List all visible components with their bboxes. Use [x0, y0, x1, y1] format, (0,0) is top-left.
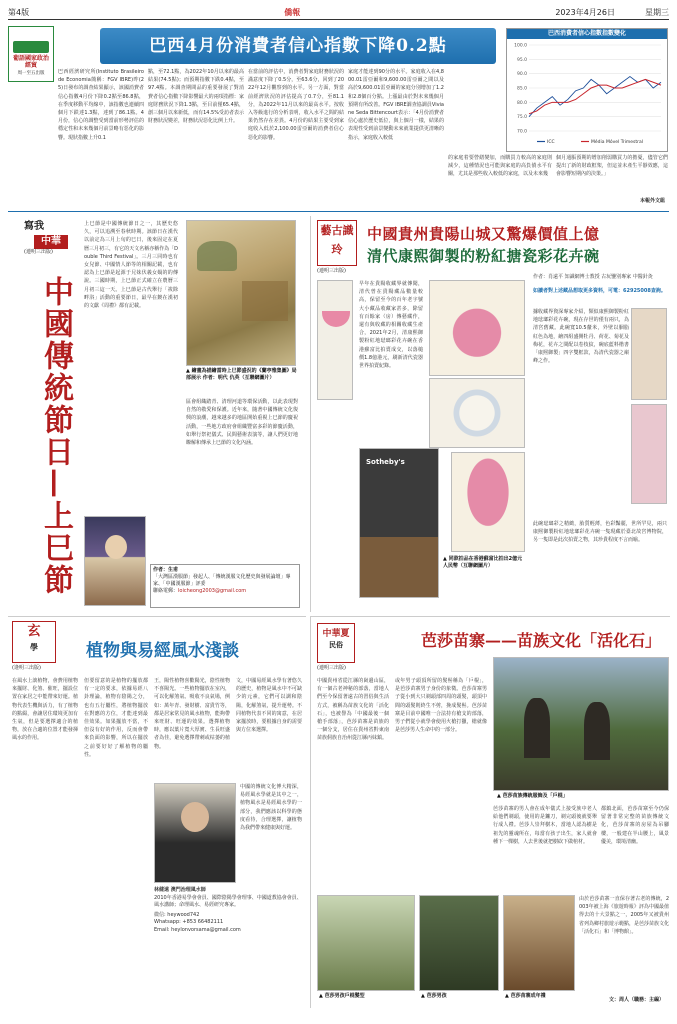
logo-bottom: 中華: [34, 235, 68, 250]
y-tick-label: 80.0: [516, 100, 527, 106]
legend-label: ICC: [547, 140, 555, 145]
bowl-shape: [322, 311, 350, 327]
article-col-1: 上巳節是中國傳統節日之一，其歷史悠久，可以追溯至春秋時期。該節日在漢代以前定為三月上旬的巳日，後來固定在夏曆三月初三，有它的天文名稱亦稱作為「Double Third Festival」。三月三同時也有女兒節、中國情人節等的相關記載，也有認為上巳節是起源于兄妹伏羲女媧的的傳說。三國時期，上巳節正式確立在農曆三月初三這一天。上巳節是古代舉行「祓除畔浴」活動的重要節日，最早在鍍在漢初的文獻《周禮》都有記載。: [84, 221, 178, 310]
paper-name: 僑報: [284, 6, 301, 17]
author-label: 作者：: [153, 567, 169, 573]
article-col-4: 文，中國易經風水學有著悠久的歷史，植物是風水中不可缺少的元素，它們可以調和陰陽，化解煞氣，提升運勢。不同植物代表不同的寓意，在居家擺放時，要根據自身的需要與方位來選擇。: [236, 678, 302, 734]
bowl-front-image: [451, 452, 525, 552]
globe-icon: [13, 41, 49, 53]
bowl-top-image: [429, 280, 525, 376]
logo-top: 寫我: [24, 221, 44, 232]
title-line-1: 中國貴州貴陽山城又驚爆價值上億: [367, 225, 600, 243]
section-logo-huaxia: [317, 623, 355, 663]
section-logo-xuanxue: [12, 621, 56, 663]
article-basha: [310, 616, 670, 1008]
article-col-5: 中國的傳統文化博大精深，易經風水學就是其中之一，植物風水是易經風水學的一部分，我們應該以科學的態度看待，合理選擇，讓植物為我們帶來健康與好運。: [240, 784, 302, 832]
person-shape-2: [584, 702, 610, 760]
author-box: [150, 564, 300, 608]
issue-date: 2023年4月26日: [555, 7, 615, 17]
section-logo-yigu: [317, 220, 357, 266]
face-shape: [181, 802, 209, 832]
article-col-3: 芭莎苗寨的男人會在成年儀式上接受族中老人給他們剃頭，使用的是鐮刀，剃完頭後就要舉行成人禮。芭莎人崇拜樹木，當地人認為樹是祖先的靈魂所在，每當有孩子出生，家人就會種下一棵樹，人去世後就把樹砍下做棺材。: [493, 806, 597, 845]
photo-caption-3: ▲ 芭莎男孩: [421, 993, 447, 999]
person-shape-1: [524, 698, 550, 758]
photo-caption-2: ▲ 芭莎男孩戶棍髮型: [319, 993, 365, 999]
article-col-1: 在風水上談植物，會費用植物來擺財、化煞、催旺，擺設位置在家居之中能帶來好運。植物代表生機與活力，有了植物的點綴，會讓居住環境更加有生氣，但是要選擇適合的植物，放在合適的位置才能發揮風水的作用。: [12, 678, 78, 742]
article-col-4: 都鎮北面，芭莎苗寨至今仍保留著非常完整的苗族傳統文化，芭莎苗寨的房屋為吊腳樓，一般建在半山腰上，風景優美，環境清幽。: [601, 806, 669, 845]
basha-photo-3: [419, 895, 499, 991]
auction-brand: Sotheby's: [366, 458, 405, 466]
author-photo: [154, 783, 236, 883]
author-line: 作者：肖遠平 知識網博士教授 古玩鑒別專家 中醫針灸: [533, 274, 653, 280]
y-tick-label: 100.0: [514, 43, 527, 49]
y-tick-label: 90.0: [516, 72, 527, 78]
issue-weekday: 星期三: [644, 7, 669, 17]
chart-title: 巴西消費者信心指數指數變化: [507, 29, 667, 39]
bowl-side-image: [317, 280, 353, 400]
logo-sub: (連明三出版): [317, 268, 346, 274]
vertical-title: 中國傳統節日—上巳節: [38, 276, 73, 596]
painting-caption: ▲ 繪畫為描繪當時上巳節盛況的《蘭亭雅集圖》局部展示 作者：明代 仇英（互聯網圖片）: [186, 368, 297, 381]
article-col-1: 中國貴州省從江縣的崗邊山區，有一個古老神秘的部落，當地人們至今保留著遠古的習俗與生活方式，被稱為苗族文化的「活化石」，也被譽為「中國最後一個槍手部落」，芭莎苗寨是苗族的一個分支，居住在貴州省黔東南苗族侗族自治州從江縣丙妹鎮。: [317, 678, 389, 742]
line-chart: [507, 39, 667, 151]
basha-photo-4: [503, 895, 575, 991]
article-title: 芭莎苗寨——苗族文化「活化石」: [421, 631, 662, 650]
article-shangsi: [8, 216, 308, 612]
logo-bottom: 民俗: [329, 641, 343, 649]
article-col-4: 家庭才能達到90分的水平。家庭收入在4,800.01雷亞爾和9,600.00雷亞爾之間以及高於9,600.01雷亞爾的家庭分別增加了1.2和2.8個百分點。上漲最由於對未來幾個月預期有所改善。FGV IBRE調查協調員Viviane Seda Bittencourt表示：「4月份消費者信心處於歷史低位，與上個月一樣，結果的表現性受到前景變動未來就業提供更清晰的指示，家庭收入較低: [348, 69, 444, 141]
logo-text: 藝古識玲: [320, 224, 354, 256]
auction-room: [360, 537, 438, 597]
article-col-3: 在當前的評估中，消費者對家庭財務狀況的滿意度下降了0.5分，至63.6分，回到了2022年12月觀察到的水平。另一方面，對當前經濟狀況的評估提高了0.7分，至81.1分，為2022年11月以來的最高水平。按收入等級進行的分析表明，收入水平之間的結果仍然存在差異。4月份的結果主要受到家庭收入低於2,100.00雷亞爾的消費者信心惡化的影響。: [248, 69, 344, 141]
chart-panel: [506, 28, 668, 152]
author-contact[interactable]: 微信: heywood742 Whatsapp: +853 66482111 Email: heylonvorsama@gmail.com: [154, 911, 241, 933]
author-box: [154, 887, 302, 999]
section-logo: [8, 26, 54, 82]
bowl-bottom-image: [429, 378, 525, 448]
basha-photo-2: [317, 895, 415, 991]
article-col-3: 王，陽性植物喜歡陽光，陰性植物不喜陽光。一些植物擺放在室內，可以化解煞氣、吸收不良氣場，例如：萬年青、發財樹、富貴竹等，都是居家常見的風水植物，能夠帶來旺財、旺運的效果。選擇植物時，應以葉片寬大厚實、生長旺盛者為佳，避免選擇帶刺或枯萎的植物。: [154, 678, 230, 750]
section-logo-xiewo: [24, 220, 78, 256]
page-header: [8, 6, 669, 20]
email-label: 聯絡電郵：: [153, 588, 179, 594]
y-tick-label: 85.0: [516, 86, 527, 92]
contact-note: 如讀者對上述藏品想取更多資料，可電：62925008查詢。: [533, 288, 666, 294]
bowl-thumb-2: [631, 404, 667, 504]
logo-bottom: 學: [30, 643, 38, 652]
logo-label: 葡語國家政治經貿: [12, 55, 49, 69]
author-email[interactable]: loicheong2003@gmail.com: [178, 588, 247, 594]
logo-sub: (連明三出版): [317, 665, 346, 671]
author-photo: [84, 516, 146, 606]
series-line-0: [529, 77, 661, 117]
painting-image: [186, 220, 296, 366]
logo-sub: (連明三出版): [24, 249, 53, 255]
author-name: 林健遠 澳門治理風水師: [154, 887, 206, 893]
article-col-5: 的家庭着要營繕變加，而購買力較高的家庭則減少，這種情況也可能與家庭的高負債水平有關，尤其是那些收入較低的家庭，以及未來幾: [448, 155, 552, 178]
y-tick-label: 75.0: [516, 115, 527, 121]
article-col-2: 據收藏界資深專家介紹，類似康熙御製粉紅地琺瑯彩花卉碗，現在存世的僅有兩只，為清宮舊藏。此碗寬10.5釐米，外壁以胭脂紅色為地，繪四組盛開牡丹、荷花、菊花及梅花，花卉之間配以卷枝紋，碗底藍料楷書「康熙御製」四字雙框款，為清代瓷器之巔峰之作。: [533, 309, 629, 365]
article-title: 巴西4月份消費者信心指數下降0.2點: [100, 28, 496, 64]
y-tick-label: 95.0: [516, 57, 527, 63]
logo-sub: (逢明三出版): [12, 665, 41, 671]
article-consumer-confidence: [8, 26, 669, 212]
bowl-caption-4: ▲ 同款拍品在香港蘇富比拍出2億元人民幣（互聯網圖片）: [443, 556, 523, 569]
photo-caption-4: ▲ 芭莎苗寨成年禮: [505, 993, 546, 999]
article-title: 植物與易經風水淺談: [86, 641, 239, 661]
logo-top: 中華夏: [322, 629, 350, 639]
author-desc: 「大灣區漢服節」發起人、「傳統漢服文化歷史與發展論壇」專家、「中國漢服節」評委: [153, 574, 291, 587]
page-number: 第4版: [8, 7, 30, 17]
article-col-1: 早年在貴陽收藏界就傳聞，清代曾在貴陽藏品數量較高，保留至今的百年老字號大小藏品收藏家甚多，除留有百餘家（房）傳藝藏作，還有與收藏的相關收藏生產合，2021年2月，清康熙御製粉紅地琺瑯彩花卉碗在香港蘇富比拍賣成交，以落槌價1.8億港元，刷新清代瓷器世界拍賣紀錄。: [359, 281, 423, 370]
article-col-6: 個月通脹預期的增加削弱購買力的擔憂，儘管它們提出了新的財政框架，但這並未產生平靜效應，這會影響短期內的決策。」: [556, 155, 668, 178]
pavilion-shape: [242, 281, 288, 321]
article-col-2: 點，至72.1點，為2022年10月以來的最高結果(74.5點)；而預期指數下跌0.4點，至97.4點。本調查期間品的重要發展了對消費者信心指數下降影響最大的兩項指標：家庭財務狀況下降1.3點，至目前僅65.4點，創三個月以來新低，而有14.5%受訪者表示財務狀況變差，財務狀況惡化比例上升。: [148, 69, 244, 125]
article-col-2: 或年男子頭頂所留的髮髻稱為「戶棍」，是芭莎苗寨男子身份的象徵。芭莎苗寨男子從小到大只剃頭部四周的頭髮，頭頂中間的頭髮則終生不剪，挽成髮髻。芭莎苗寨是目前中國唯一合法持有槍支的部落，男子們從小就學會使用火槍打獵，槍就像是芭莎男人生命中的一部分。: [395, 678, 487, 734]
y-tick-label: 70.0: [516, 129, 527, 135]
basha-photo-1: [493, 657, 669, 791]
article-kangxi-bowl: [310, 216, 670, 612]
bowl-thumb-1: [631, 308, 667, 400]
article-plants-fengshui: [8, 616, 306, 1008]
author-desc: 2010年香港易學會會員、國際陰陽學會理事、中國道教協會會員、風水講師；命理風水、易經研究專家。: [154, 894, 302, 908]
legend-label: Média Móvel Trimestral: [591, 140, 644, 145]
face-shape: [105, 535, 127, 559]
article-col-5: 由於芭莎苗寨一直保存著古老的傳統，2003年被上海《旅遊時報》評為中國最值得去的十大景點之一，2005年又被貴州省列為鄉村旅遊示範點，是芭莎苗族文化「活化石」和「博物館」。: [579, 896, 669, 935]
title-line-2: 清代康熙御製的粉紅搪瓷彩花卉碗: [367, 247, 600, 265]
article-byline: 文：周人（職務：主編）: [608, 997, 664, 1003]
auction-photo: [359, 448, 439, 598]
article-col-2: 但要留意的是植物的擺放都有一定的要求，依據易經八卦理論，植物有陰陽之分，也有五行屬性，將植物擺放在對應的方位，才能達到最佳效果。如果擺放不當，不但沒有好的作用，反而會帶來負面的影響，所以在擺放之前要好好了解植物的屬性。: [84, 678, 148, 758]
series-line-1: [529, 79, 661, 113]
article-col-1: 巴西經濟研究所(Instituto Brasileiro de Economia簡稱：FGV IBRE)昨(25)日發布的調查結果顯示，該國消費者信心指數4月份下降0.2點至86.8點，在季度移動平均線中，該指數也連續四個月下跌達1.3點，達到了86.1點。4月份，信心的調整受到當前形勢評估的穩定性和未來幾個月前景略有惡化的影響。現狀指數上升0.1: [58, 69, 144, 141]
article-col-3: 此碗琺瑯彩之精緻，胎質輕薄，色彩豔麗，世所罕見，兩只康熙御製粉紅地琺瑯彩花卉碗一隻現藏於臺北故宮博物院，另一隻即是此次拍賣之物，其珍貴程度不言而喻。: [533, 521, 667, 544]
article-col-2: 區會組織踏青、清理河道等環保活動，以此表現對自然的敬愛和保護。近年來，隨著中國傳統文化復興的浪潮，越來越多的地區開始重視上巳節的慶祝活動，一些地方政府會組織豐富多彩的節慶活動，如舉行祭祀儀式、民間藝術表演等，讓人們更好地瞭解和傳承上巳節的文化內涵。: [186, 399, 298, 447]
article-byline: 本報外文組: [639, 198, 665, 204]
logo-top: 玄: [27, 624, 41, 639]
logo-date: 周一至五出版: [17, 71, 45, 76]
author-name: 生甫: [168, 567, 179, 573]
tree-shape: [197, 241, 237, 271]
photo-caption-1: ▲ 芭莎苗族傳統服飾及「戶棍」: [497, 793, 568, 799]
